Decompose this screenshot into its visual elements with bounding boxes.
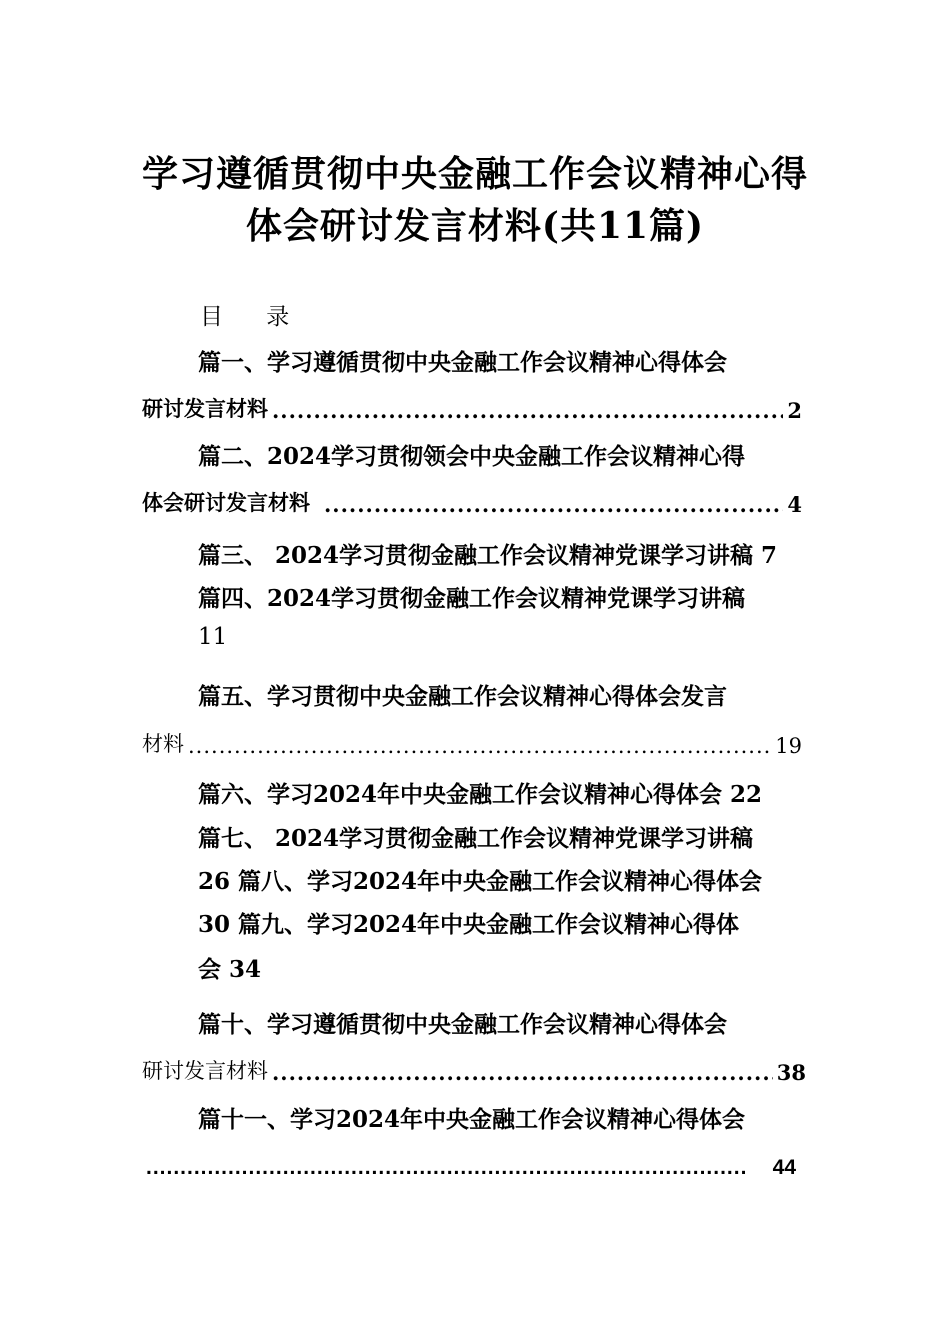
toc-entry-10-title[interactable]: 篇十、学习遵循贯彻中央金融工作会议精神心得体会: [198, 1011, 727, 1038]
toc-entry-2-title-cont: 体会研讨发言材料: [142, 490, 310, 515]
toc-entry-8-title[interactable]: 26 篇八、学习2024年中央金融工作会议精神心得体会: [198, 868, 763, 895]
toc-entry-4-page: 11: [198, 624, 228, 650]
toc-entry-2-leader[interactable]: [142, 487, 802, 517]
toc-entry-1-leader[interactable]: [142, 393, 802, 423]
toc-entry-5-title-cont: 材料: [142, 732, 184, 756]
toc-entry-2-title[interactable]: 篇二、2024学习贯彻领会中央金融工作会议精神心得: [198, 443, 746, 470]
toc-entry-9-title[interactable]: 30 篇九、学习2024年中央金融工作会议精神心得体: [198, 911, 740, 938]
toc-entry-4-title[interactable]: 篇四、2024学习贯彻金融工作会议精神党课学习讲稿: [198, 585, 746, 612]
toc-entry-1-dot-leader: [272, 398, 783, 423]
toc-entry-10-dot-leader: [272, 1060, 773, 1085]
toc-entry-11-page: 44: [772, 1156, 796, 1179]
toc-entry-1-page: 2: [787, 398, 802, 423]
document-title-line-2: 体会研讨发言材料(共11篇): [245, 205, 705, 247]
toc-entry-1-title-cont: 研讨发言材料: [142, 396, 268, 421]
toc-heading: 目 录: [200, 304, 308, 330]
document-title-line-1: 学习遵循贯彻中央金融工作会议精神心得: [141, 153, 808, 195]
toc-entry-11-title[interactable]: 篇十一、学习2024年中央金融工作会议精神心得体会: [198, 1106, 746, 1133]
toc-entry-5-dot-leader: [188, 734, 771, 758]
toc-entry-5-leader[interactable]: [142, 728, 802, 758]
toc-entry-10-page: 38: [776, 1060, 806, 1085]
toc-entry-5-page: 19: [775, 734, 802, 758]
toc-entry-2-page: 4: [787, 492, 802, 517]
toc-entry-11-dot-leader: [146, 1156, 747, 1180]
toc-entry-9-title-cont: 会 34: [198, 956, 262, 983]
toc-entry-1-title[interactable]: 篇一、学习遵循贯彻中央金融工作会议精神心得体会: [198, 349, 727, 376]
toc-entry-10-title-cont: 研讨发言材料: [142, 1059, 268, 1083]
toc-entry-2-dot-leader: [324, 492, 783, 517]
toc-entry-10-leader[interactable]: [142, 1055, 806, 1085]
toc-entry-6-title[interactable]: 篇六、学习2024年中央金融工作会议精神心得体会 22: [198, 781, 763, 808]
toc-entry-11-leader[interactable]: [142, 1156, 796, 1180]
toc-entry-7-title[interactable]: 篇七、 2024学习贯彻金融工作会议精神党课学习讲稿: [198, 825, 754, 852]
toc-entry-3-title[interactable]: 篇三、 2024学习贯彻金融工作会议精神党课学习讲稿 7: [198, 542, 778, 569]
toc-entry-5-title[interactable]: 篇五、学习贯彻中央金融工作会议精神心得体会发言: [198, 683, 727, 710]
